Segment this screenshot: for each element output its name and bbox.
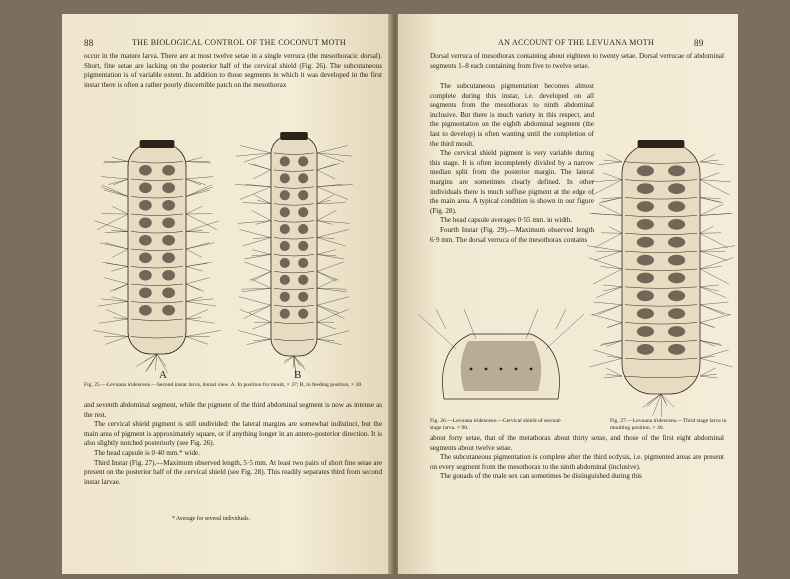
right-para-gonads: The gonads of the male sex can sometimes be distinguished during this — [440, 472, 642, 481]
right-para-continuation: about forty setae, that of the metathorax about thirty setae, and those of the first eight abdominal segments about twelve setae. — [430, 434, 724, 452]
left-para-third-instar: Third Instar (Fig. 27).—Maximum observed length, 5·5 mm. At least two pairs of short fine setae are present on the posterior half of the cervical shield (see Fig. 28). This readily separates third from second instar larvae. — [84, 458, 382, 486]
right-page — [398, 14, 738, 574]
right-running-head: AN ACCOUNT OF THE LEVUANA MOTH — [498, 38, 655, 47]
figure-27-caption: Fig. 27.—Levuana iridescens.—Third stage larva in moulting position. × 40. — [610, 418, 727, 431]
right-para-head: The head capsule averages 0·55 mm. in width. — [440, 216, 573, 225]
right-top-paragraph: Dorsal verruca of mesothorax containing about eighteen to twenty setae. Dorsal verrucae of abdominal segments 1–8 each containing from five to twelve setae. — [430, 52, 724, 70]
right-para-cervical: The cervical shield pigment is very variable during this stage. It is often incompletely divided by a narrow median split from the posterior margin. The lateral margins are sometimes clearly defined. In other individuals there is much suffuse pigment at the edge of the main area. A typical condition is shown in our figure (Fig. 28). — [430, 149, 594, 215]
left-para-continuation: and seventh abdominal segment, while the pigment of the third abdominal segment is now as intense as the rest. — [84, 401, 382, 419]
right-page-number: 89 — [694, 38, 704, 48]
figure-26-cervical-shield — [416, 309, 586, 417]
larva-b-illustration — [235, 132, 352, 377]
right-para-fourth-instar: Fourth Instar (Fig. 29).—Maximum observed length 6·9 mm. The dorsal verruca of the mesothorax contains — [430, 225, 594, 244]
figure-26-caption: Fig. 26.—Levuana iridescens.—Cervical shield of second-stage larva. × 90. — [430, 418, 562, 431]
left-running-head: THE BIOLOGICAL CONTROL OF THE COCONUT MOTH — [132, 38, 346, 47]
left-footnote: * Average for several individuals. — [172, 516, 250, 522]
larva-third-stage-illustration — [587, 140, 735, 417]
right-para-pigmentation: The subcutaneous pigmentation is complete after the third ecdysis, i.e. pigmented areas are present on every segment from the mesothorax to the ninth abdominal (inclusive). — [430, 453, 724, 471]
right-para-subcutaneous: The subcutaneous pigmentation becomes almost complete during this instar, i.e. developed on all segments from the mesothorax to ninth abdominal inclusive. But there is much variety in this respect, and the pigmentation on the eighth abdominal segment (the last to develop) is often wanting until the completion of the third moult. — [430, 82, 594, 148]
right-bottom-text — [430, 434, 724, 482]
left-body-text — [84, 401, 382, 487]
figure-27-larva — [586, 124, 736, 424]
figure-label-b: B — [294, 369, 302, 381]
left-page — [62, 14, 392, 574]
figure-25-caption: Fig. 25.—Levuana iridescens.—Second instar larva, dorsal view. A. In position for moult, × 37; B, in feeding position, × 30. — [84, 382, 363, 388]
figure-25-larvae — [92, 114, 362, 382]
larva-a-illustration — [94, 140, 221, 373]
left-page-number: 88 — [84, 38, 94, 48]
left-para-cervical: The cervical shield pigment is still undivided: the lateral margins are somewhat indistinct, but the main area of pigment is approximately square, or if anything longer in an antero-posterior direction. It is also slightly notched posteriorly (see Fig. 26). — [84, 420, 382, 448]
right-column-text — [430, 82, 594, 245]
left-top-paragraph: occur in the mature larva. There are at most twelve setae in a single verruca (the mesothoracic dorsal). Short, fine setae are lacking on the posterior half of the cervical shield (Fig. 26). The subcutaneous pigmentation is of variable extent. In addition to those segments in which it was developed in the first instar there is often a rather poorly discernible patch on the mesothorax — [84, 52, 382, 89]
left-para-head: The head capsule is 0·40 mm.* wide. — [94, 448, 200, 457]
figure-label-a: A — [159, 369, 167, 381]
